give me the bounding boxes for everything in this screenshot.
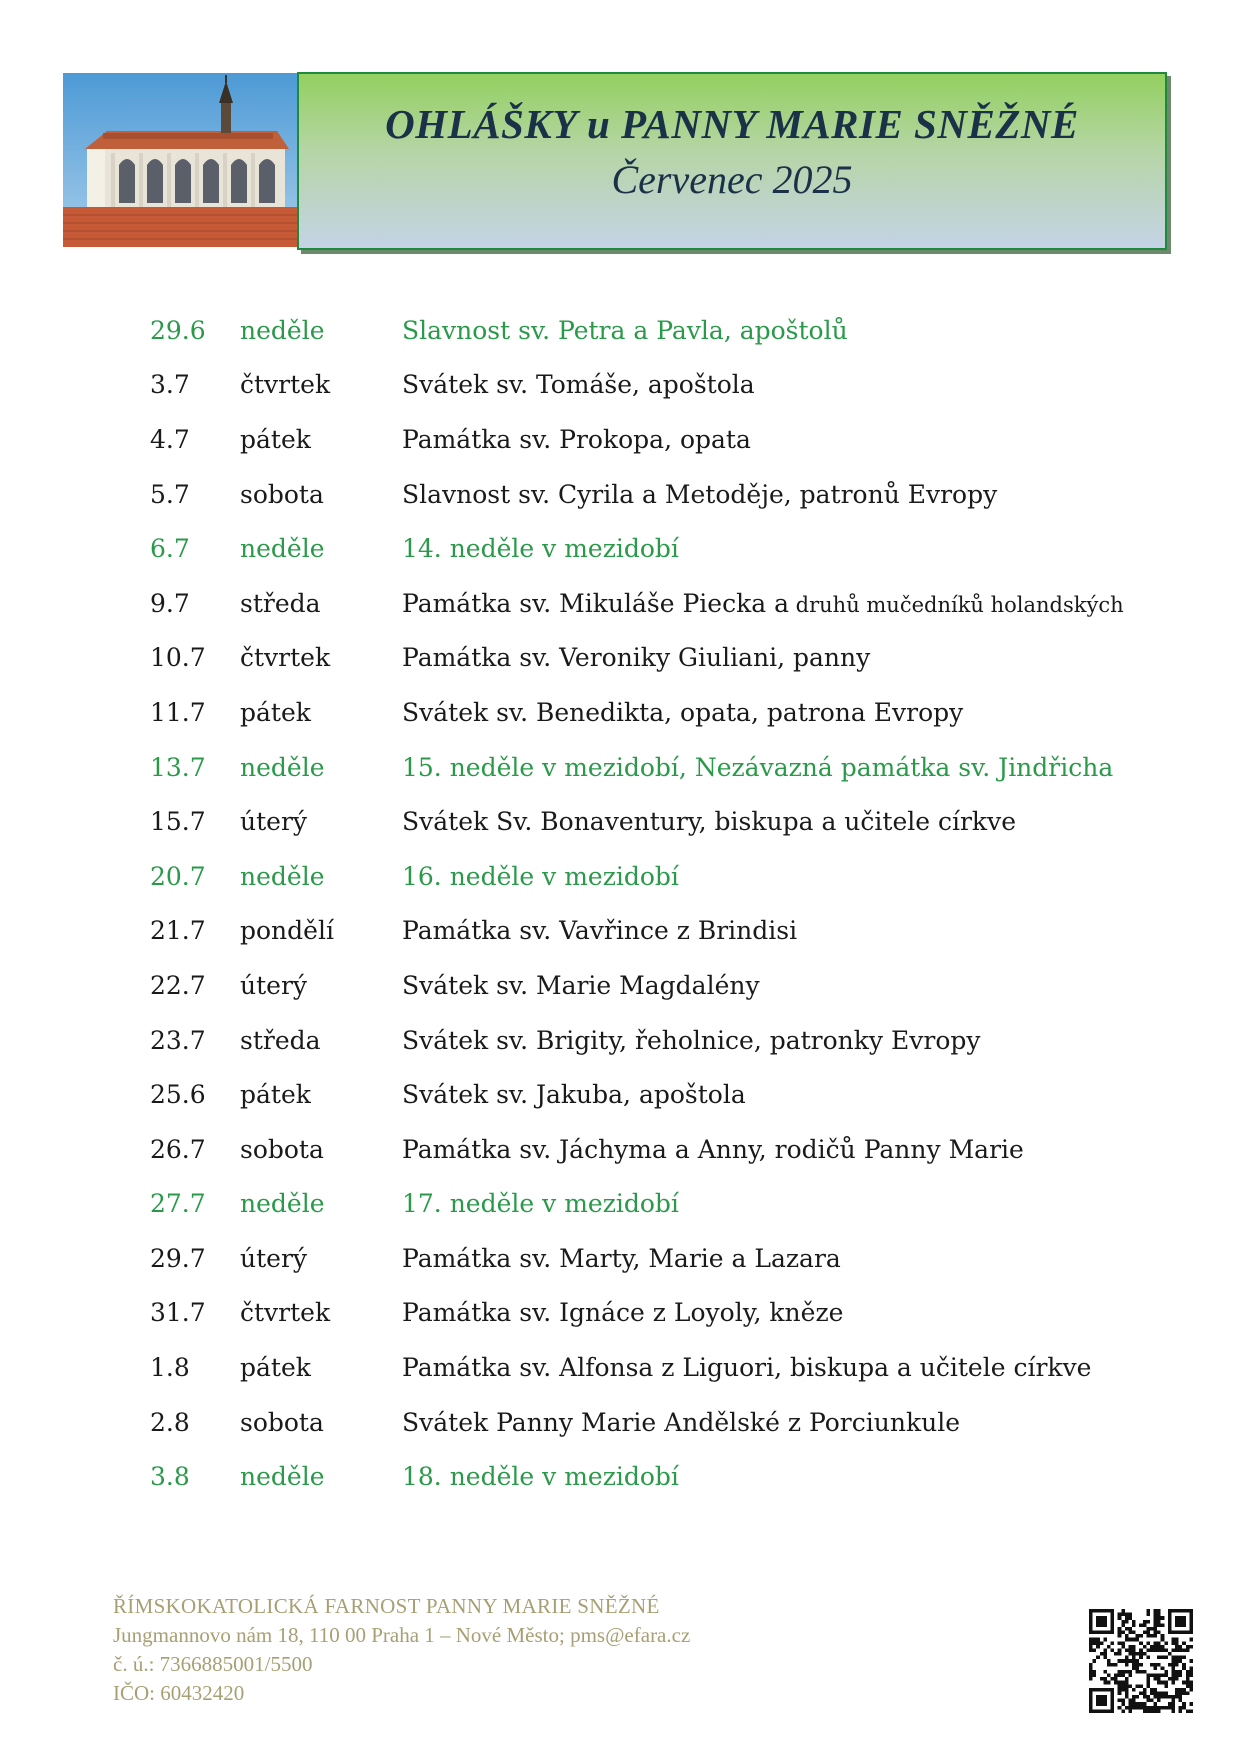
schedule-event: Svátek Panny Marie Andělské z Porciunkule (402, 1407, 960, 1437)
schedule-event: Svátek sv. Benedikta, opata, patrona Evropy (402, 697, 964, 727)
schedule-event (402, 589, 1124, 618)
list-item (150, 685, 1190, 740)
list-item (150, 904, 1190, 959)
schedule-date: 11.7 (150, 697, 206, 727)
schedule-date: 5.7 (150, 479, 190, 509)
list-item (150, 1395, 1190, 1450)
list-item (150, 1286, 1190, 1341)
list-item (150, 1177, 1190, 1232)
schedule-date: 23.7 (150, 1025, 206, 1055)
schedule-event-main: Památka sv. Mikuláše Piecka a (402, 588, 789, 618)
list-item (150, 467, 1190, 522)
list-item (150, 303, 1190, 358)
schedule-event: Slavnost sv. Cyrila a Metoděje, patronů Evropy (402, 479, 998, 509)
list-item (150, 412, 1190, 467)
schedule-day: neděle (240, 315, 325, 345)
schedule-event: 15. neděle v mezidobí, Nezávazná památka sv. Jindřicha (402, 752, 1114, 782)
schedule-day: neděle (240, 1189, 325, 1219)
list-item (150, 740, 1190, 795)
schedule-event: Památka sv. Prokopa, opata (402, 424, 751, 454)
schedule-date: 10.7 (150, 643, 206, 673)
schedule-event: Památka sv. Veroniky Giuliani, panny (402, 643, 871, 673)
schedule-date: 21.7 (150, 916, 206, 946)
schedule-day: úterý (240, 807, 308, 837)
list-item (150, 958, 1190, 1013)
list-item (150, 1122, 1190, 1177)
schedule-date: 29.6 (150, 315, 206, 345)
schedule-day: středa (240, 588, 321, 618)
schedule-date: 26.7 (150, 1134, 206, 1164)
schedule-event: Svátek sv. Brigity, řeholnice, patronky Evropy (402, 1025, 981, 1055)
schedule-day: pátek (240, 697, 311, 727)
schedule-event: 18. neděle v mezidobí (402, 1462, 679, 1492)
schedule-event: 16. neděle v mezidobí (402, 861, 679, 891)
list-item (150, 1449, 1190, 1504)
schedule-event: Svátek sv. Tomáše, apoštola (402, 370, 755, 400)
schedule-event: Památka sv. Marty, Marie a Lazara (402, 1243, 841, 1273)
schedule-day: pátek (240, 1080, 311, 1110)
schedule-day: neděle (240, 1462, 325, 1492)
church-photo-icon (63, 73, 297, 247)
schedule-date: 31.7 (150, 1298, 206, 1328)
list-item (150, 631, 1190, 686)
schedule-event-small: druhů mučedníků holandských (788, 592, 1124, 617)
schedule-event: Památka sv. Vavřince z Brindisi (402, 916, 798, 946)
schedule-event: Památka sv. Alfonsa z Liguori, biskupa a učitele církve (402, 1353, 1092, 1383)
page-subtitle: Červenec 2025 (611, 157, 853, 202)
schedule-day: neděle (240, 534, 325, 564)
schedule-date: 4.7 (150, 424, 190, 454)
schedule-day: neděle (240, 752, 325, 782)
footer-org: ŘÍMSKOKATOLICKÁ FARNOST PANNY MARIE SNĚŽNÉ (113, 1594, 660, 1618)
list-item (150, 1231, 1190, 1286)
list-item (150, 1067, 1190, 1122)
schedule-event: Svátek sv. Jakuba, apoštola (402, 1080, 746, 1110)
schedule-date: 20.7 (150, 861, 206, 891)
list-item (150, 576, 1190, 631)
schedule-event: Památka sv. Ignáce z Loyoly, kněze (402, 1298, 844, 1328)
schedule-day: sobota (240, 479, 324, 509)
schedule-event: Slavnost sv. Petra a Pavla, apoštolů (402, 315, 848, 345)
schedule-date: 1.8 (150, 1353, 190, 1383)
schedule-day: neděle (240, 861, 325, 891)
list-item (150, 521, 1190, 576)
schedule-date: 29.7 (150, 1243, 206, 1273)
schedule-date: 27.7 (150, 1189, 206, 1219)
header-banner (297, 72, 1167, 250)
schedule-date: 25.6 (150, 1080, 206, 1110)
schedule-day: pondělí (240, 916, 334, 946)
schedule-date: 15.7 (150, 807, 206, 837)
list-item (150, 358, 1190, 413)
schedule-day: čtvrtek (240, 370, 331, 400)
schedule-day: sobota (240, 1134, 324, 1164)
footer-address: Jungmannovo nám 18, 110 00 Praha 1 – Nové Město; pms@efara.cz (113, 1623, 691, 1647)
schedule-event: 17. neděle v mezidobí (402, 1189, 679, 1219)
schedule-day: čtvrtek (240, 1298, 331, 1328)
schedule-event: Památka sv. Jáchyma a Anny, rodičů Panny Marie (402, 1134, 1024, 1164)
schedule-day: pátek (240, 424, 311, 454)
schedule-date: 3.8 (150, 1462, 190, 1492)
page-title: OHLÁŠKY u PANNY MARIE SNĚŽNÉ (385, 101, 1079, 147)
schedule-event: Svátek sv. Marie Magdalény (402, 970, 760, 1000)
footer-account: č. ú.: 7366885001/5500 (113, 1652, 313, 1676)
schedule-date: 2.8 (150, 1407, 190, 1437)
schedule-date: 13.7 (150, 752, 206, 782)
schedule-event: Svátek Sv. Bonaventury, biskupa a učitele církve (402, 807, 1016, 837)
schedule-day: čtvrtek (240, 643, 331, 673)
footer (113, 1592, 690, 1708)
footer-ico: IČO: 60432420 (113, 1681, 245, 1705)
qr-code-icon (1089, 1609, 1193, 1713)
list-item (150, 1340, 1190, 1395)
list-item (150, 849, 1190, 904)
schedule-day: úterý (240, 970, 308, 1000)
schedule-day: sobota (240, 1407, 324, 1437)
schedule-event: 14. neděle v mezidobí (402, 534, 679, 564)
schedule-day: středa (240, 1025, 321, 1055)
schedule-day: úterý (240, 1243, 308, 1273)
schedule-date: 3.7 (150, 370, 190, 400)
schedule-date: 22.7 (150, 970, 206, 1000)
list-item (150, 794, 1190, 849)
schedule-date: 6.7 (150, 534, 190, 564)
schedule-day: pátek (240, 1353, 311, 1383)
schedule-list (150, 303, 1190, 1504)
list-item (150, 1013, 1190, 1068)
schedule-date: 9.7 (150, 588, 190, 618)
